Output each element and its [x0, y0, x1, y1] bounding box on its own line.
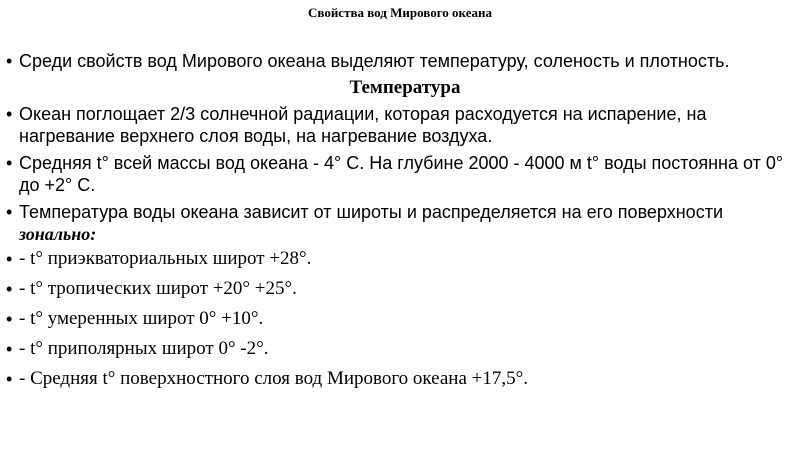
bullet-dot-icon: • [6, 202, 13, 222]
slide-title: Свойства вод Мирового океана [308, 5, 492, 20]
sublist-item-polar [6, 338, 796, 360]
bullet-latitude-dependence-text: Температура воды океана зависит от широты и распределяется на его поверхности [19, 202, 723, 222]
bullet-average-temperature [6, 152, 796, 196]
sublist-item-text: - t° приэкваториальных широт +28°. [19, 248, 312, 269]
sublist-item-text: - t° тропических широт +20° +25°. [19, 278, 297, 299]
sublist-item-text: - Средняя t° поверхностного слоя вод Мирового океана +17,5°. [19, 368, 528, 389]
bullet-dot-icon: • [6, 339, 13, 359]
slide-content [6, 50, 796, 398]
sublist-item-surface-average [6, 368, 796, 390]
bullet-dot-icon: • [6, 279, 13, 299]
zonal-emphasis: зонально: [19, 224, 97, 244]
intro-text: Среди свойств вод Мирового океана выделяют температуру, соленость и плотность. [19, 51, 730, 71]
bullet-dot-icon: • [6, 309, 13, 329]
bullet-dot-icon: • [6, 51, 13, 71]
bullet-radiation [6, 103, 796, 147]
sublist-item-text: - t° приполярных широт 0° -2°. [19, 338, 269, 359]
bullet-radiation-text: Океан поглощает 2/3 солнечной радиации, которая расходуется на испарение, на нагревание верхнего слоя воды, на нагревание воздуха. [19, 104, 707, 146]
bullet-average-temperature-text: Средняя t° всей массы вод океана - 4° С. На глубине 2000 - 4000 м t° воды постоянна от 0° до +2° С. [19, 153, 784, 195]
bullet-dot-icon: • [6, 369, 13, 389]
bullet-dot-icon: • [6, 249, 13, 269]
section-heading: Температура [349, 77, 461, 98]
sublist-item-temperate [6, 308, 796, 330]
intro-bullet [6, 50, 796, 72]
sublist-item-tropical [6, 278, 796, 300]
sublist-item-equatorial [6, 248, 796, 270]
sublist-item-text: - t° умеренных широт 0° +10°. [19, 308, 264, 329]
bullet-dot-icon: • [6, 104, 13, 124]
bullet-dot-icon: • [6, 153, 13, 173]
bullet-latitude-dependence [6, 201, 796, 245]
